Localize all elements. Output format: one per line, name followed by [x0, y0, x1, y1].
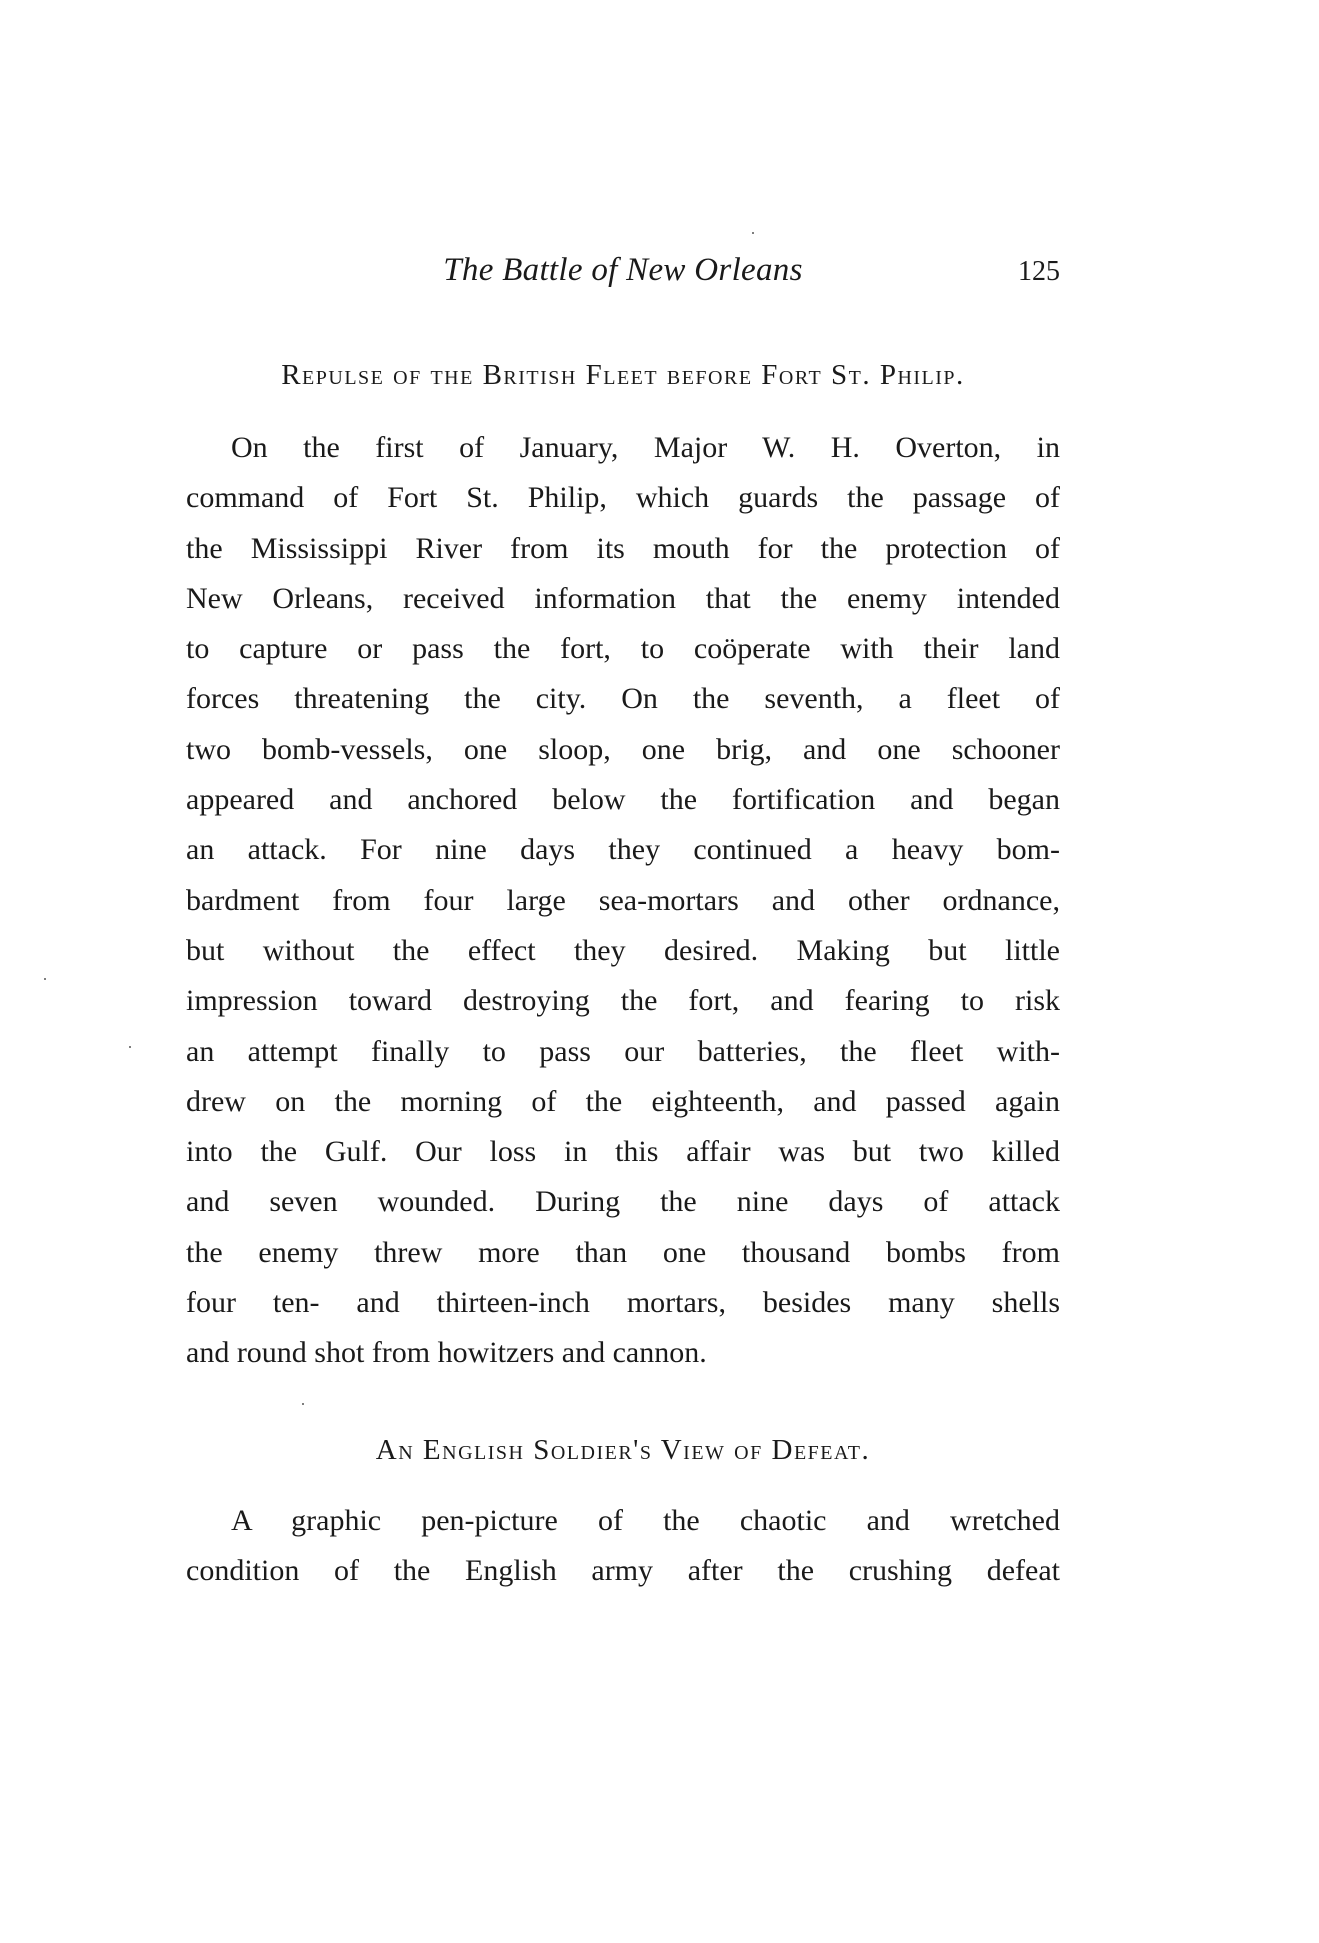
section-heading: Repulse of the British Fleet before Fort St. Philip. [281, 359, 965, 391]
scan-speck [129, 1046, 131, 1048]
scan-speck [302, 1403, 304, 1405]
text-line: A graphic pen-picture of the chaotic and wretched [231, 1504, 1060, 1537]
text-line: appeared and anchored below the fortification and began [186, 783, 1060, 817]
text-line: condition of the English army after the crushing defeat [186, 1554, 1060, 1588]
text-line: but without the effect they desired. Making but little [186, 933, 1060, 967]
page-number: 125 [1018, 256, 1060, 287]
text-line: to capture or pass the fort, to coöperate with their land [186, 632, 1060, 666]
text-line: On the first of January, Major W. H. Overton, in [231, 431, 1060, 464]
text-line: command of Fort St. Philip, which guards the passage of [186, 481, 1060, 515]
running-title: The Battle of New Orleans [443, 252, 803, 288]
scan-speck [752, 232, 754, 234]
text-line: impression toward destroying the fort, and fearing to risk [186, 984, 1060, 1018]
text-line: an attempt finally to pass our batteries, the fleet with- [186, 1034, 1060, 1068]
text-line: forces threatening the city. On the seventh, a fleet of [186, 682, 1060, 716]
paragraph [186, 423, 1060, 1379]
text-line: New Orleans, received information that the enemy intended [186, 581, 1060, 615]
text-line: and round shot from howitzers and cannon. [186, 1336, 707, 1370]
text-line: four ten- and thirteen-inch mortars, besides many shells [186, 1286, 1060, 1320]
paragraph [186, 1496, 1060, 1597]
scan-speck [44, 978, 46, 980]
text-line: two bomb-vessels, one sloop, one brig, and one schooner [186, 732, 1060, 766]
text-line: into the Gulf. Our loss in this affair was but two killed [186, 1135, 1060, 1169]
text-line: the enemy threw more than one thousand bombs from [186, 1235, 1060, 1269]
section-heading: An English Soldier's View of Defeat. [375, 1434, 871, 1466]
text-line: an attack. For nine days they continued a heavy bom- [186, 833, 1060, 867]
text-line: and seven wounded. During the nine days of attack [186, 1185, 1060, 1219]
text-line: bardment from four large sea-mortars and other ordnance, [186, 883, 1060, 917]
running-head [186, 245, 1060, 295]
text-line: the Mississippi River from its mouth for the protection of [186, 531, 1060, 565]
text-line: drew on the morning of the eighteenth, and passed again [186, 1084, 1060, 1118]
